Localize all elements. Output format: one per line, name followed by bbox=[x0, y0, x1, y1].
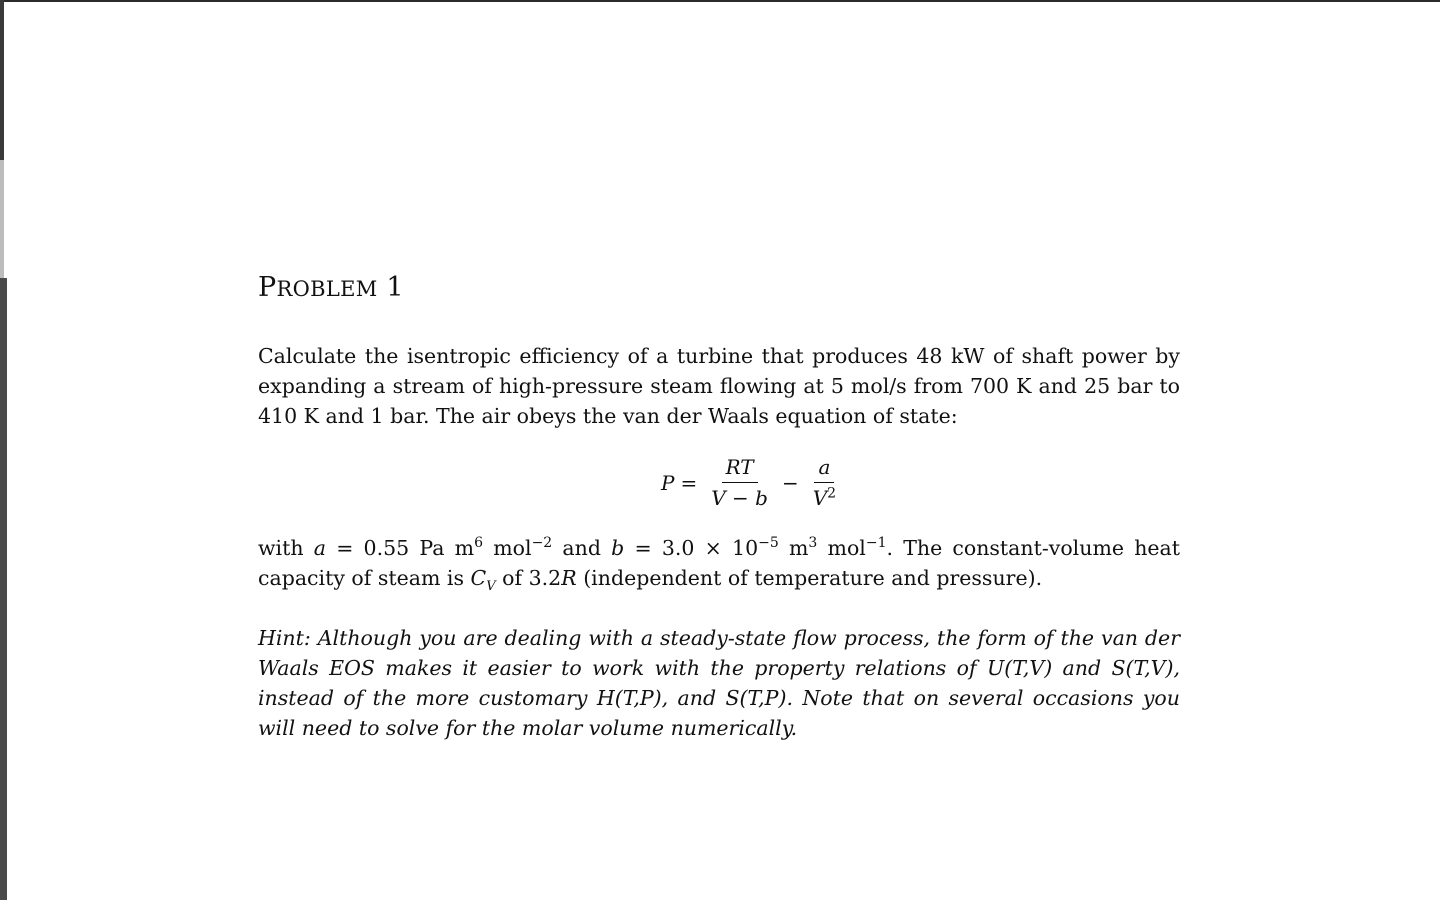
eq-frac2-den-exp: 2 bbox=[827, 485, 837, 502]
hint-u-tv: U(T,V) bbox=[986, 656, 1053, 680]
hint-and1: and bbox=[1062, 656, 1102, 680]
window-top-edge bbox=[0, 0, 1440, 2]
title-smallcaps: ROBLEM bbox=[276, 277, 378, 301]
param-cv-value: of 3.2 bbox=[502, 566, 562, 590]
title-number: 1 bbox=[386, 272, 404, 303]
param-b-value: = 3.0 × 10 bbox=[634, 536, 759, 560]
window-left-edge-upper bbox=[0, 0, 4, 160]
param-a-symbol: a bbox=[313, 536, 326, 560]
param-b-symbol: b bbox=[611, 536, 625, 560]
param-a-exp-m: 6 bbox=[474, 535, 484, 552]
params-end: (independent of temperature and pressure). bbox=[583, 566, 1043, 590]
eq-minus: − bbox=[781, 470, 799, 495]
param-cv-symbol: C bbox=[470, 566, 487, 590]
document-page bbox=[258, 272, 1180, 743]
problem-title bbox=[258, 272, 1180, 303]
hint-part1: Hint: Although you are dealing with a steady-state flow process, the form of the van der Waals EOS makes it easier to work with the property relations of bbox=[258, 626, 1180, 680]
param-b-mol: mol bbox=[817, 536, 866, 560]
hint-s-tp: S(T,P). bbox=[725, 686, 793, 710]
param-r-symbol: R bbox=[561, 566, 577, 590]
eq-equals: = bbox=[680, 470, 698, 495]
param-b-exp-m: 3 bbox=[808, 535, 818, 552]
eq-frac2-denominator bbox=[809, 483, 840, 510]
eq-frac2-numerator: a bbox=[814, 455, 834, 483]
param-b-m: m bbox=[778, 536, 809, 560]
param-b-exp-ten: −5 bbox=[758, 535, 779, 552]
van-der-waals-equation bbox=[258, 437, 1180, 533]
hint-and2: and bbox=[677, 686, 717, 710]
hint-paragraph bbox=[258, 623, 1180, 743]
hint-s-tv: S(T,V), bbox=[1111, 656, 1180, 680]
params-with: with bbox=[258, 536, 304, 560]
eq-fraction-a bbox=[809, 455, 840, 510]
eq-lhs: P bbox=[661, 470, 675, 495]
hint-part2: instead of the more customary bbox=[258, 686, 588, 710]
params-tail: . The constant-volume heat capacity of steam is bbox=[258, 536, 1180, 590]
hint-part3: Note that on several occasions you will need to solve for the molar volume numerically. bbox=[258, 686, 1180, 740]
eq-frac2-den-base: V bbox=[812, 486, 828, 510]
window-left-edge-lower bbox=[0, 278, 7, 900]
problem-statement: Calculate the isentropic efficiency of a turbine that produces 48 kW of shaft power by expanding a stream of high-pressure steam flowing at 5 mol/s from 700 K and 25 bar to 410 K and 1 bar. The air obeys the van der Waals equation of state: bbox=[258, 344, 1180, 428]
param-a-value: = 0.55 Pa m bbox=[336, 536, 475, 560]
param-cv-subscript: V bbox=[486, 579, 496, 595]
parameters-paragraph bbox=[258, 533, 1180, 593]
window-left-edge-middle bbox=[0, 160, 4, 278]
params-and: and bbox=[562, 536, 601, 560]
eq-frac1-denominator: V − b bbox=[711, 486, 768, 510]
title-initial: P bbox=[258, 272, 277, 303]
eq-frac1-numerator: RT bbox=[722, 455, 758, 483]
param-a-exp-mol: −2 bbox=[531, 535, 553, 552]
eq-fraction-rt bbox=[707, 455, 772, 510]
param-a-mol: mol bbox=[483, 536, 532, 560]
param-b-exp-mol: −1 bbox=[865, 535, 887, 552]
hint-h-tp: H(T,P), bbox=[596, 686, 669, 710]
